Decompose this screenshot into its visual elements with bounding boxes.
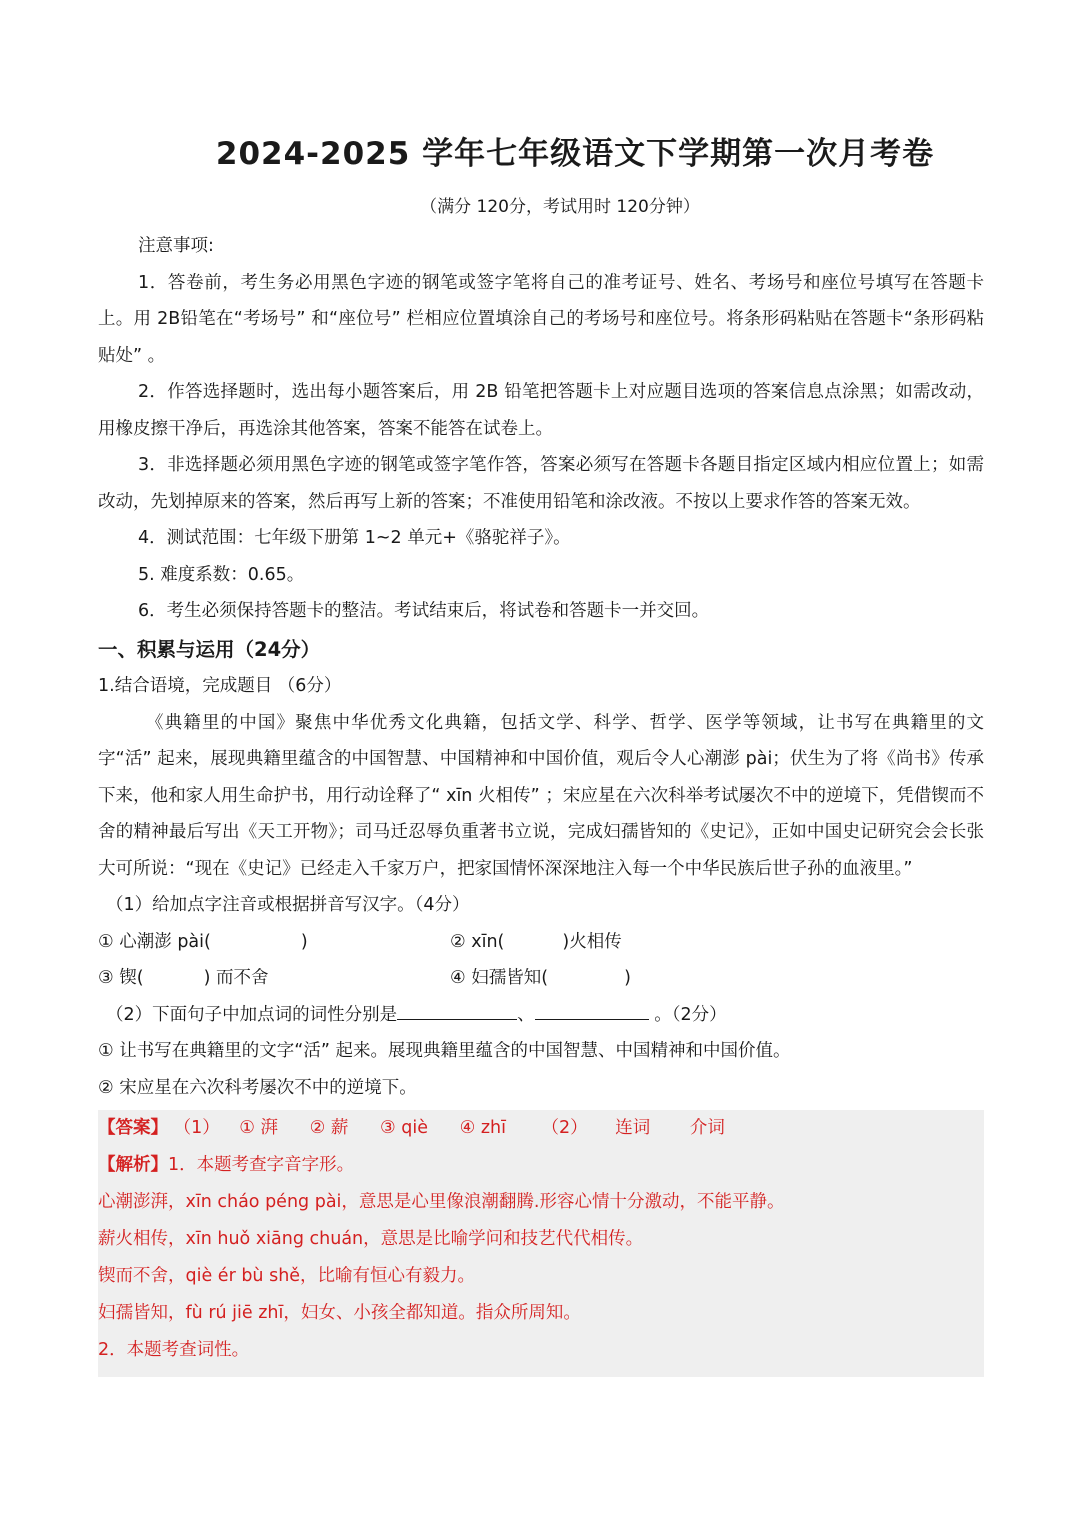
document-body [98, 228, 984, 1377]
notice-item-4: 4．测试范围：七年级下册第 1~2 单元+《骆驼祥子》。 [138, 528, 571, 548]
blank-separator: 、 [517, 1004, 535, 1025]
answer-blank-1[interactable] [397, 997, 517, 1020]
answer-part: （1） [173, 1118, 220, 1138]
notice-item-1: 1．答卷前，考生务必用黑色字迹的钢笔或签字笔将自己的准考证号、姓名、考场号和座位号填写在答题卡上。用 2B铅笔在“考场号” 和“座位号” 栏相应位置填涂自己的考场号和座位号。将条形码粘贴在答题卡“条形码粘贴处” 。 [98, 272, 984, 366]
options-row-1 [98, 924, 984, 961]
option-2b-text: ④ 妇孺皆知( [450, 968, 549, 988]
notice-heading: 注意事项: [138, 236, 214, 256]
analysis-first: 1．本题考查字音字形。 [168, 1155, 355, 1175]
analysis-detail: 妇孺皆知，fù rú jiē zhī，妇女、小孩全都知道。指众所周知。 [98, 1303, 581, 1323]
notice-item-6: 6．考生必须保持答题卡的整洁。考试结束后，将试卷和答题卡一并交回。 [138, 601, 710, 621]
option-2b-close: ) [624, 968, 631, 988]
analysis-detail: 心潮澎湃，xīn cháo péng pài，意思是心里像浪潮翻腾.形容心情十分激动，不能平静。 [98, 1192, 785, 1212]
analysis-line [98, 1147, 984, 1184]
option-1a [98, 924, 450, 961]
sub-question-2-text: （2）下面句子中加点词的词性分别是 [106, 1004, 398, 1025]
page-subtitle: （满分 120分，考试用时 120分钟） [420, 197, 700, 217]
sentence-2: ② 宋应星在六次科考屡次不中的逆境下。 [98, 1077, 417, 1098]
option-1a-text: ① 心潮澎 pài( [98, 931, 211, 952]
option-1a-close: ) [300, 931, 308, 952]
section-heading: 一、积累与运用（24分） [98, 637, 321, 661]
answer-part: 介词 [689, 1118, 725, 1138]
option-2a-tail: ) 而不舍 [203, 968, 269, 988]
option-1b [450, 924, 622, 961]
option-2a-text: ③ 锲( [98, 968, 144, 988]
option-1b-text: ② xīn( [450, 931, 505, 952]
answer-line [98, 1110, 984, 1147]
analysis-detail: 2．本题考查词性。 [98, 1340, 250, 1360]
answer-part: （2） [541, 1118, 588, 1138]
answer-part: 连词 [615, 1118, 651, 1138]
answer-part: ③ qiè [379, 1118, 428, 1138]
analysis-detail: 薪火相传，xīn huǒ xiāng chuán，意思是比喻学问和技艺代代相传。 [98, 1229, 644, 1249]
sub-question-2-tail: 。（2分） [654, 1004, 727, 1025]
notice-item-5: 5. 难度系数：0.65。 [138, 564, 305, 585]
analysis-label: 【解析】 [98, 1155, 168, 1175]
sub-question-2 [98, 997, 984, 1034]
option-2b [450, 960, 631, 997]
options-row-2 [98, 960, 984, 997]
answer-blank-2[interactable] [535, 997, 649, 1020]
answer-part: ① 湃 [239, 1118, 279, 1138]
answer-block [98, 1110, 984, 1377]
notice-item-3: 3．非选择题必须用黑色字迹的钢笔或签字笔作答，答案必须写在答题卡各题目指定区域内相应位置上；如需改动，先划掉原来的答案，然后再写上新的答案；不准使用铅笔和涂改液。不按以上要求作答的答案无效。 [98, 455, 984, 512]
option-2a [98, 960, 450, 997]
sentence-1: ① 让书写在典籍里的文字“活” 起来。展现典籍里蕴含的中国智慧、中国精神和中国价值。 [98, 1041, 791, 1061]
answer-label: 【答案】 [98, 1118, 168, 1138]
analysis-detail: 锲而不舍，qiè ér bù shě，比喻有恒心有毅力。 [98, 1266, 476, 1286]
option-1b-tail: )火相传 [562, 931, 622, 952]
sub-question-1: （1）给加点字注音或根据拼音写汉字。（4分） [106, 895, 470, 915]
page-title: 2024-2025 学年七年级语文下学期第一次月考卷 [215, 136, 935, 172]
question-1-title: 1.结合语境，完成题目 （6分） [98, 676, 342, 696]
question-1-passage: 《典籍里的中国》聚焦中华优秀文化典籍，包括文学、科学、哲学、医学等领域，让书写在典籍里的文字“活” 起来，展现典籍里蕴含的中国智慧、中国精神和中国价值，观后令人心潮澎 pài；伏生为了将《尚书》传承下来，他和家人用生命护书，用行动诠释了“ xīn 火相传” ；宋应星在六次科举考试屡次不中的逆境下，凭借锲而不舍的精神最后写出《天工开物》；司马迁忍辱负重著书立说，完成妇孺皆知的《史记》，正如中国史记研究会会长张大可所说：“现在《史记》已经走入千家万户，把家国情怀深深地注入每一个中华民族后世子孙的血液里。” [98, 712, 984, 879]
answer-part: ② 薪 [309, 1118, 349, 1138]
notice-item-2: 2．作答选择题时，选出每小题答案后，用 2B 铅笔把答题卡上对应题目选项的答案信息点涂黑；如需改动，用橡皮擦干净后，再选涂其他答案，答案不能答在试卷上。 [98, 382, 984, 439]
answer-part: ④ zhī [459, 1118, 506, 1138]
